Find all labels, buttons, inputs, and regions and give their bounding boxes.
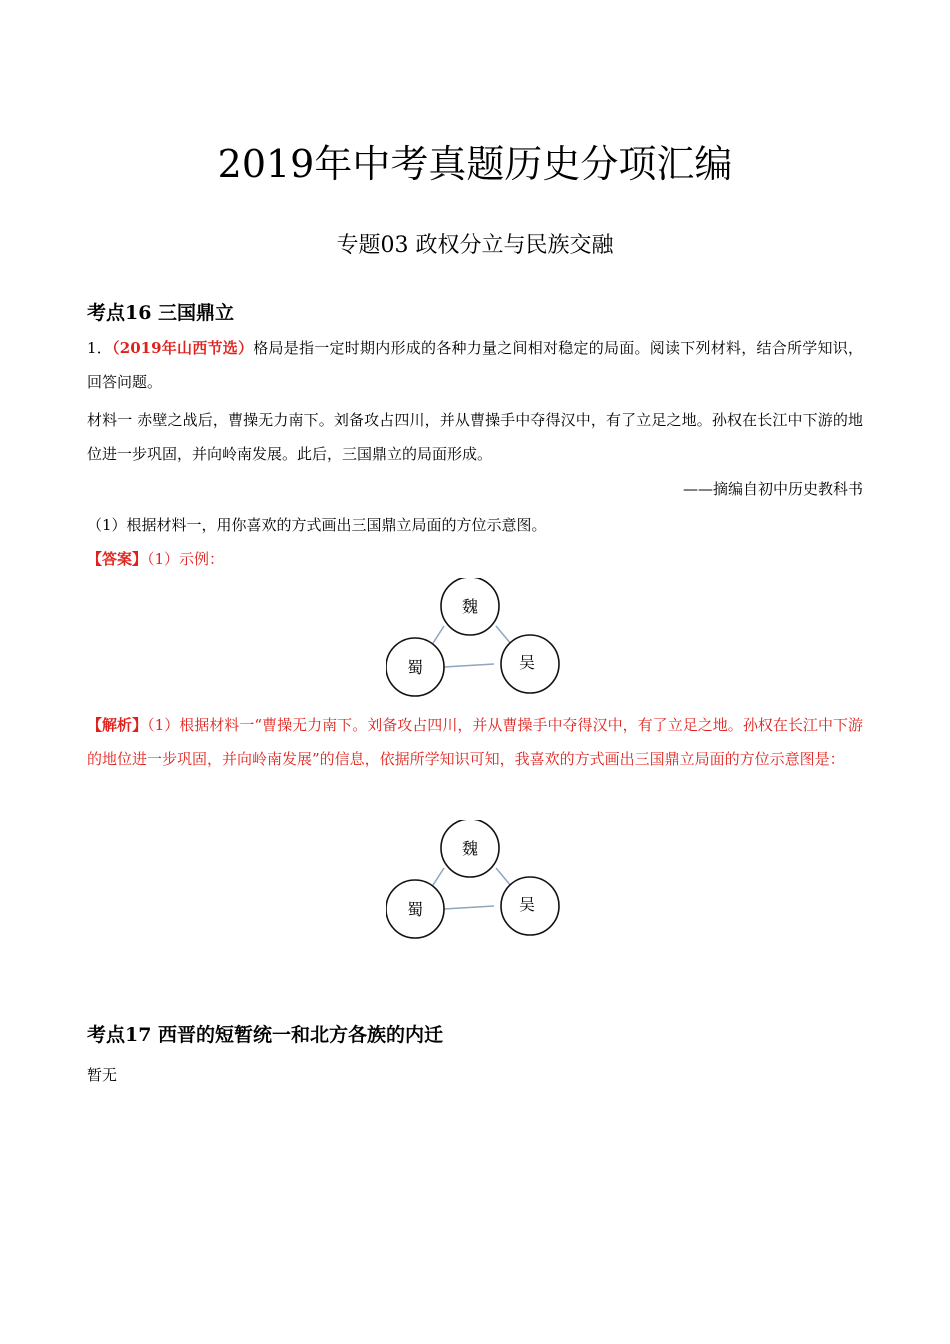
- analysis-text: （1）根据材料一“曹操无力南下。刘备攻占四川，并从曹操手中夺得汉中，有了立足之地。孙权在长江中下游的地位进一步巩固，并向岭南发展”的信息，依据所学知识可知，我喜欢的方式画出三国鼎立局面的方位示意图是：: [87, 716, 863, 768]
- section-heading-17: 考点17 西晋的短暂统一和北方各族的内迁: [87, 1024, 444, 1046]
- three-kingdoms-diagram-answer: [386, 578, 566, 698]
- section-17-body: 暂无: [87, 1066, 118, 1084]
- document-title: 2019年中考真题历史分项汇编: [217, 142, 733, 186]
- material-source: ——摘编自初中历史教科书: [682, 480, 863, 498]
- material-one: 材料一 赤壁之战后，曹操无力南下。刘备攻占四川，并从曹操手中夺得汉中，有了立足之地。孙权在长江中下游的地位进一步巩固，并向岭南发展。此后，三国鼎立的局面形成。: [87, 411, 863, 463]
- question-1: [87, 331, 863, 399]
- answer-text: （1）示例：: [147, 550, 225, 568]
- analysis-paragraph: [87, 708, 863, 776]
- label-shu: 蜀: [406, 900, 424, 919]
- edge-wei-wu: [496, 626, 511, 644]
- section-heading-16: 考点16 三国鼎立: [87, 302, 235, 324]
- answer-label: 【答案】: [87, 550, 148, 568]
- label-wu: 吴: [518, 895, 536, 914]
- three-kingdoms-diagram-analysis: [386, 820, 566, 940]
- question-stem: 格局是指一定时期内形成的各种力量之间相对稳定的局面。阅读下列材料，结合所学知识，回答问题。: [87, 339, 864, 391]
- label-shu: 蜀: [406, 658, 424, 677]
- edge-shu-wu: [444, 906, 494, 909]
- question-number: 1．: [87, 339, 113, 357]
- document-subtitle: 专题03 政权分立与民族交融: [336, 233, 614, 258]
- sub-question-1: （1）根据材料一，用你喜欢的方式画出三国鼎立局面的方位示意图。: [87, 516, 547, 534]
- question-source-tag: （2019年山西节选）: [112, 339, 254, 357]
- label-wei: 魏: [461, 597, 479, 616]
- label-wu: 吴: [518, 653, 536, 672]
- answer-line: [87, 542, 863, 576]
- edge-shu-wu: [444, 664, 494, 667]
- analysis-label: 【解析】: [87, 716, 148, 734]
- label-wei: 魏: [461, 839, 479, 858]
- edge-wei-wu: [496, 868, 511, 886]
